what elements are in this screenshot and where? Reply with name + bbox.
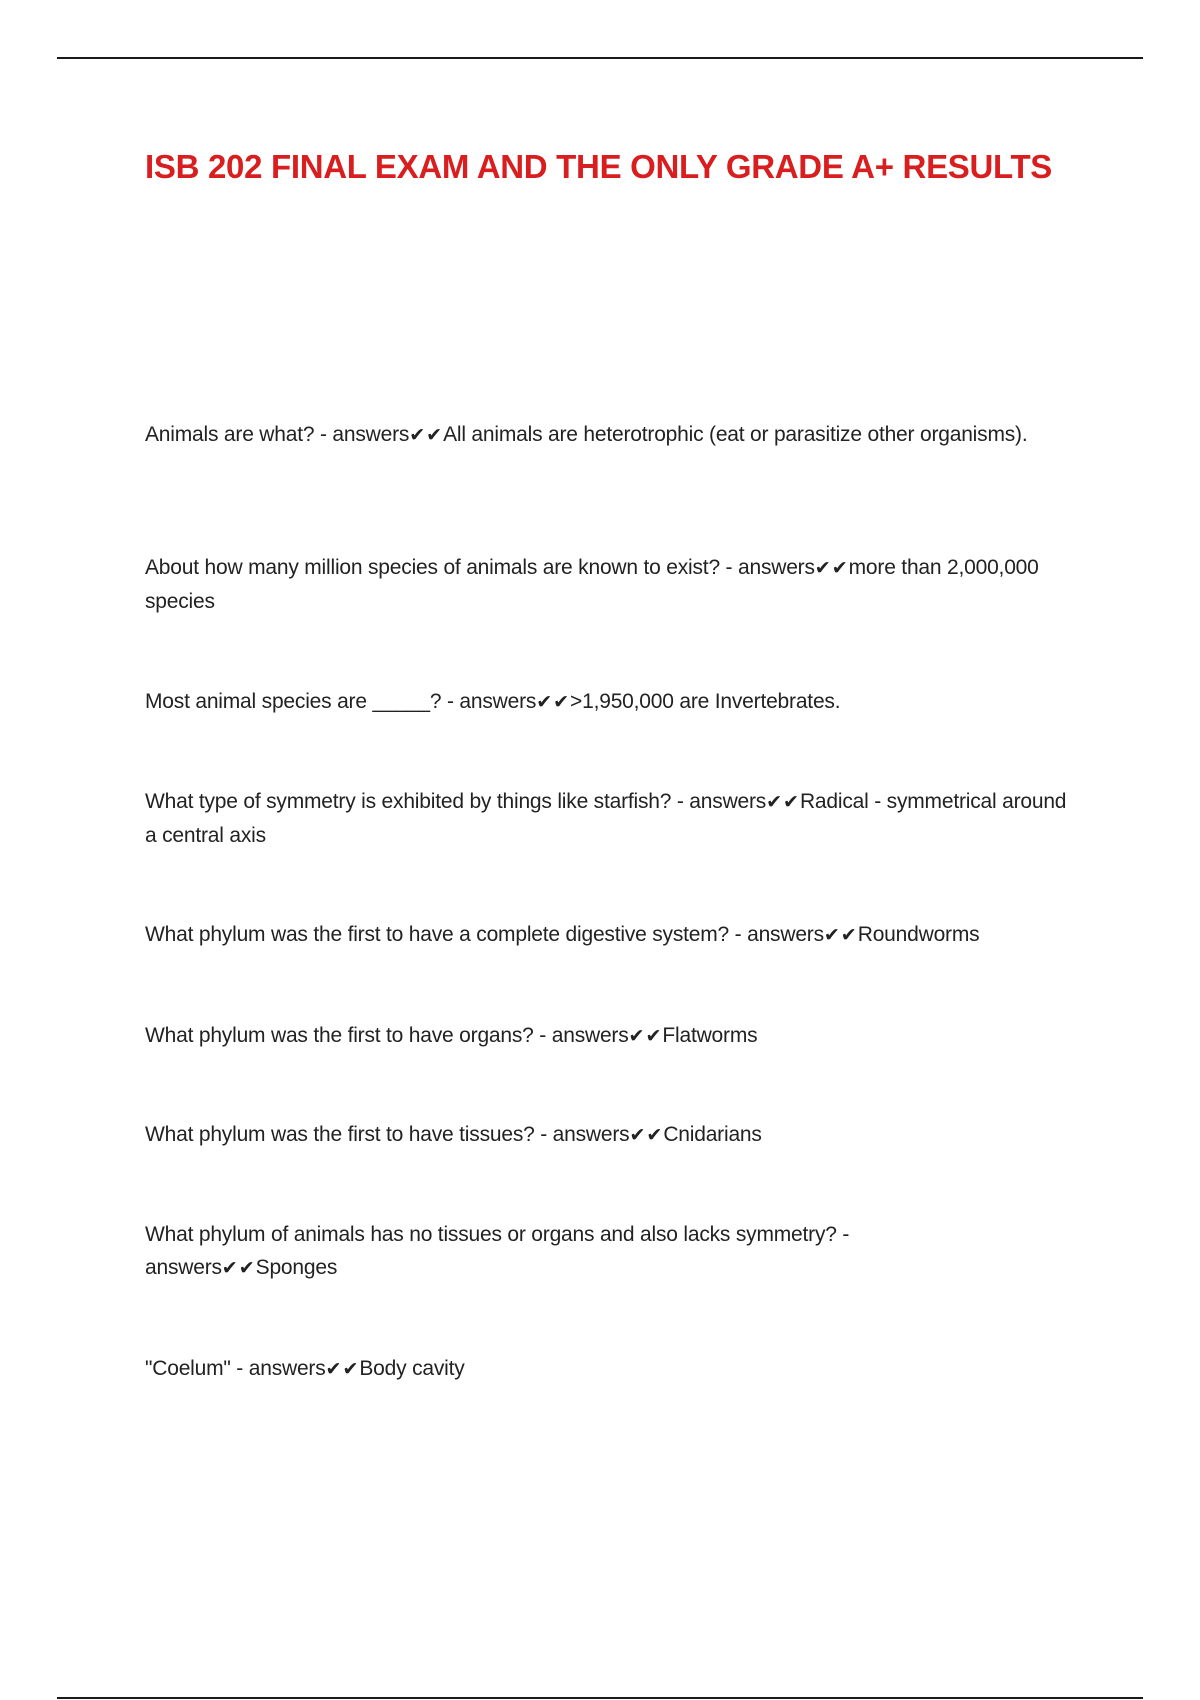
check-marks-icon: ✔✔ xyxy=(221,1257,256,1279)
qa-item xyxy=(145,551,1075,618)
qa-item xyxy=(145,1352,1075,1386)
qa-item xyxy=(145,1218,925,1285)
check-marks-icon: ✔✔ xyxy=(628,1025,663,1047)
qa-item xyxy=(145,1019,1075,1053)
check-marks-icon: ✔✔ xyxy=(325,1358,360,1380)
answer: Flatworms xyxy=(662,1024,758,1047)
question: What phylum was the first to have a complete digestive system? xyxy=(145,923,730,946)
answer: Body cavity xyxy=(359,1357,465,1380)
qa-item xyxy=(145,418,1075,452)
answer-separator: - answers xyxy=(533,1024,629,1047)
answer-separator: - answers xyxy=(314,423,410,446)
qa-item xyxy=(145,918,1075,952)
question: About how many million species of animals are known to exist? xyxy=(145,556,720,579)
check-marks-icon: ✔✔ xyxy=(629,1124,664,1146)
answer-separator: - answers xyxy=(534,1123,630,1146)
answer-separator: - answers xyxy=(441,690,537,713)
check-marks-icon: ✔✔ xyxy=(536,691,571,713)
question: Animals are what? xyxy=(145,423,315,446)
answer: Radical - symmetrical around a central axis xyxy=(145,790,1067,847)
answer-separator: - answers xyxy=(671,790,767,813)
bottom-rule xyxy=(57,1697,1143,1699)
question: What phylum was the first to have organs? xyxy=(145,1024,534,1047)
answer: All animals are heterotrophic (eat or parasitize other organisms). xyxy=(443,423,1028,446)
answer: Roundworms xyxy=(857,923,980,946)
question: Most animal species are _____? xyxy=(145,690,442,713)
check-marks-icon: ✔✔ xyxy=(823,924,858,946)
answer: >1,950,000 are Invertebrates. xyxy=(570,690,841,713)
question: What phylum of animals has no tissues or organs and also lacks symmetry? xyxy=(145,1223,837,1246)
answer-separator: - answers xyxy=(729,923,824,946)
check-marks-icon: ✔✔ xyxy=(766,791,800,813)
top-rule xyxy=(57,57,1143,59)
question: What type of symmetry is exhibited by things like starfish? xyxy=(145,790,672,813)
answer: Sponges xyxy=(255,1256,338,1279)
question: "Coelum" xyxy=(145,1357,231,1380)
qa-item xyxy=(145,685,1075,719)
qa-item xyxy=(145,785,1075,852)
answer: more than 2,000,000 species xyxy=(145,556,1039,613)
question: What phylum was the first to have tissues? xyxy=(145,1123,535,1146)
check-marks-icon: ✔✔ xyxy=(814,557,849,579)
answer-separator: - answers xyxy=(145,1223,850,1279)
qa-item xyxy=(145,1118,1075,1152)
answer: Cnidarians xyxy=(663,1123,762,1146)
document-title: ISB 202 FINAL EXAM AND THE ONLY GRADE A+ RESULTS xyxy=(145,148,1053,185)
answer-separator: - answers xyxy=(230,1357,326,1380)
answer-separator: - answers xyxy=(719,556,815,579)
check-marks-icon: ✔✔ xyxy=(409,424,444,446)
